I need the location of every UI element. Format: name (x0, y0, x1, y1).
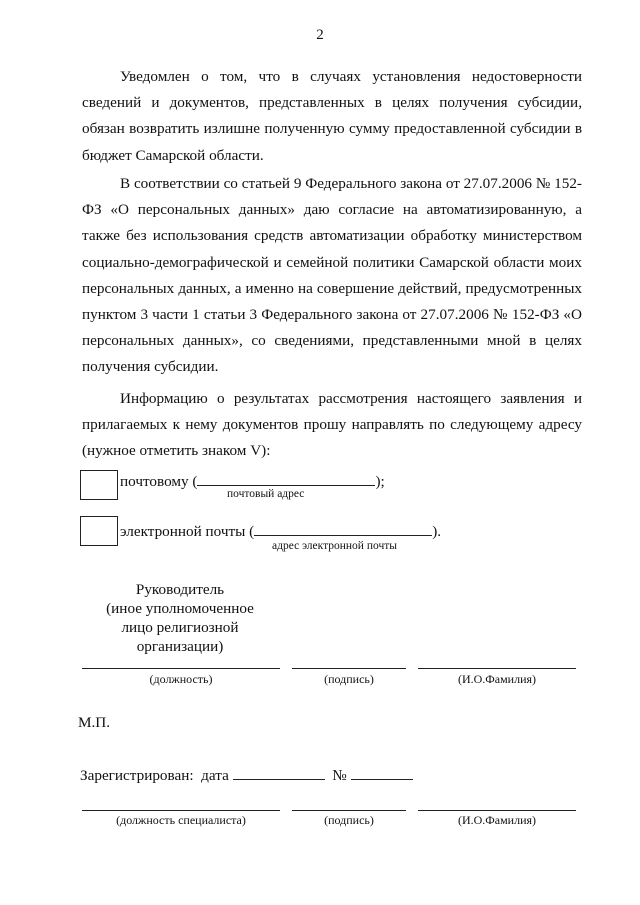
registration-date-line[interactable] (233, 766, 325, 780)
delivery-paragraph: Информацию о результатах рассмотрения настоящего заявления и прилагаемых к нему документов прошу направлять по следующему адресу (нужное отметить знаком V): (82, 390, 582, 460)
email-address-line[interactable] (254, 521, 432, 536)
consent-paragraph: В соответствии со статьей 9 Федерального закона от 27.07.2006 № 152-ФЗ «О персональных данных» даю согласие на автоматизированную, а также без использования средств автоматизации обработку министерством социально-демографической и семейной политики Самарской области моих персональных данных, а именно на совершение действий, предусмотренных пунктом 3 части 1 статьи 3 Федерального закона от 27.07.2006 № 152-ФЗ «О персональных данных», со сведениями, представленными мной в целях получения субсидии. (82, 175, 582, 376)
specialist-position-caption: (должность специалиста) (116, 813, 246, 827)
email-label-suffix: ). (432, 523, 442, 540)
email-option-label (120, 521, 441, 541)
registration-row (80, 766, 413, 785)
postal-label-suffix: ); (375, 473, 385, 490)
email-address-caption: адрес электронной почты (272, 540, 397, 552)
number-label: № (332, 767, 347, 784)
signatory-title-line: (иное уполномоченное (106, 600, 254, 617)
postal-label-prefix: почтовому ( (120, 473, 198, 490)
full-name-line[interactable] (418, 668, 576, 669)
email-checkbox[interactable] (80, 516, 118, 546)
signatory-title-line: организации) (136, 638, 224, 655)
page-number: 2 (316, 27, 324, 43)
position-line[interactable] (82, 668, 280, 669)
postal-checkbox[interactable] (80, 470, 118, 500)
specialist-name-caption: (И.О.Фамилия) (457, 813, 537, 827)
postal-address-caption: почтовый адрес (227, 488, 305, 500)
stamp-placeholder: М.П. (78, 714, 111, 731)
signature-line[interactable] (292, 668, 406, 669)
registration-number-line[interactable] (351, 766, 413, 780)
signatory-title-line: лицо религиозной (121, 619, 239, 636)
registration-label: Зарегистрирован: (80, 767, 194, 784)
specialist-position-line[interactable] (82, 810, 280, 811)
signature-caption: (подпись) (324, 672, 374, 686)
specialist-signature-line[interactable] (292, 810, 406, 811)
full-name-caption: (И.О.Фамилия) (457, 672, 537, 686)
notice-paragraph: Уведомлен о том, что в случаях установления недостоверности сведений и документов, представленных в целях получения субсидии, обязан возвратить излишне полученную сумму предоставленной субсидии в бюджет Самарской области. (82, 68, 582, 164)
postal-address-line[interactable] (197, 471, 375, 486)
signatory-title-line: Руководитель (135, 581, 225, 598)
signatory-title (95, 580, 265, 656)
specialist-signature-caption: (подпись) (324, 813, 374, 827)
position-caption: (должность) (149, 672, 213, 686)
date-label: дата (201, 767, 229, 784)
email-label-prefix: электронной почты ( (120, 523, 255, 540)
specialist-name-line[interactable] (418, 810, 576, 811)
